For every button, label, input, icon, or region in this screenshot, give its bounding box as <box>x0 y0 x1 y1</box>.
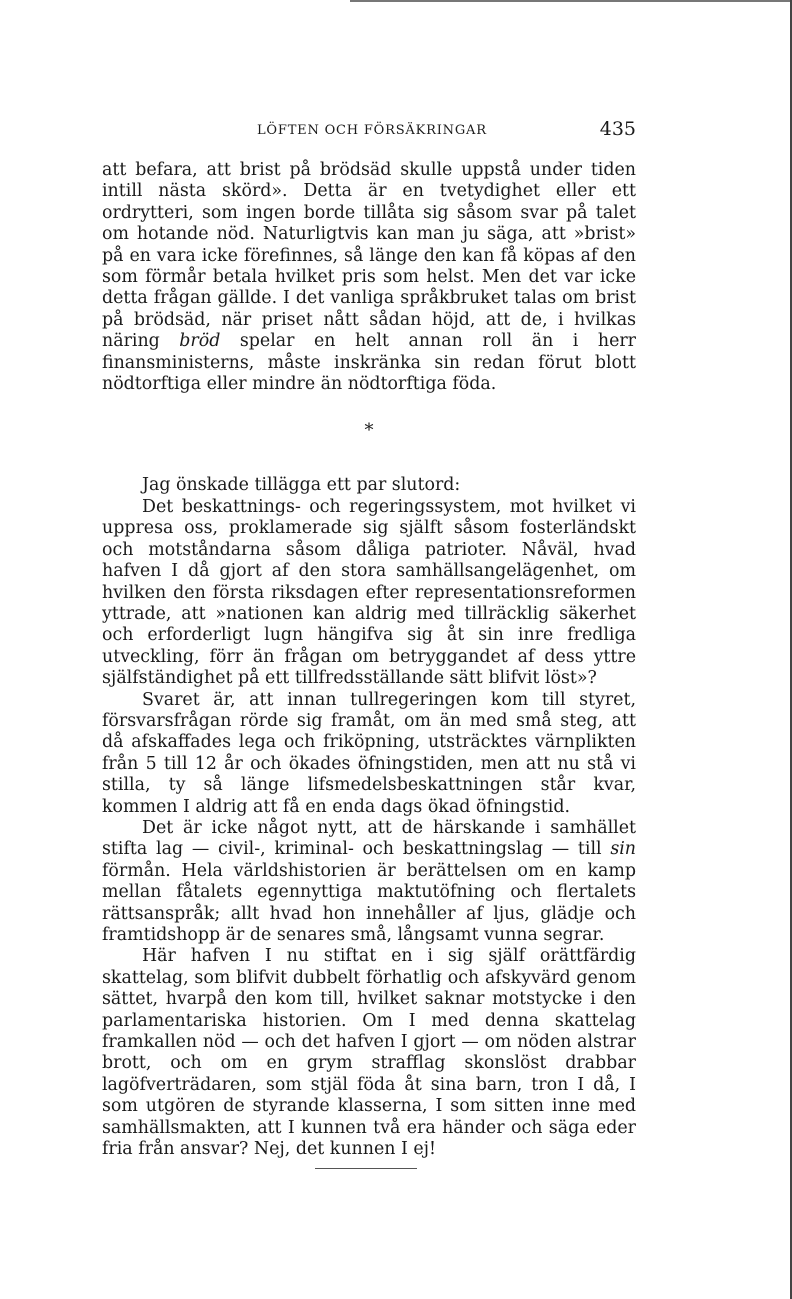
paragraph-history <box>102 818 636 946</box>
emphasis-sin: sin <box>610 839 636 860</box>
paragraph-conclusion: Här hafven I nu stiftat en i sig själf orättfärdig skattelag, som blifvit dubbelt förhatlig och afskyvärd genom sättet, hvarpå den kom till, hvilket saknar motstycke i den parlamentariska historien. Om I med denna skattelag framkallen nöd — och det hafven I gjort — om nöden alstrar brott, och om en grym strafflag skonslöst drabbar lagöfverträdaren, som stjäl föda åt sina barn, tron I då, I som utgören de styrande klasserna, I som sitten inne med samhällsmakten, att I kunnen två era händer och säga eder fria från ansvar? Nej, det kunnen I ej! <box>102 946 636 1160</box>
page-number: 435 <box>599 118 636 140</box>
running-title: LÖFTEN OCH FÖRSÄKRINGAR <box>257 123 487 138</box>
top-edge-rule <box>350 0 792 2</box>
paragraph-answer: Svaret är, att innan tullregeringen kom till styret, försvarsfrågan rörde sig framåt, om än med små steg, att då afskaffades lega och friköpning, utsträcktes värnplikten från 5 till 12 år och ökades öfningstiden, men att nu stå vi stilla, ty så länge lifsmedelsbeskattningen står kvar, kommen I aldrig att få en enda dags ökad öfningstid. <box>102 689 636 817</box>
section-opening: Jag önskade tillägga ett par slutord: <box>142 475 461 496</box>
paragraph-defense: Det beskattnings- och regeringssystem, mot hvilket vi uppresa oss, proklamerade sig själft såsom fosterländskt och motståndarna såsom dåliga patrioter. Nåväl, hvad hafven I då gjort af den stora samhällsangelägenhet, om hvilken den första riksdagen efter representationsreformen yttrade, att »nationen kan aldrig med tillräcklig säkerhet och erforderligt lugn hängifva sig åt sin inre fredliga utveckling, förr än frågan om betryggandet af dess yttre själfständighet på ett tillfredsställande sätt blifvit löst»? <box>102 496 636 689</box>
section-separator: * <box>364 420 374 442</box>
paragraph-text: att befara, att brist på brödsäd skulle uppstå under tiden intill nästa skörd». Detta är en tvetydighet eller ett ordrytteri, som ingen borde tillåta sig såsom svar på talet om hotande nöd. Naturligtvis kan man ju säga, att »brist» på en vara icke förefinnes, så länge den kan få köpas af den som förmår betala hvilket pris som helst. Men det var icke detta frågan gällde. I det vanliga språkbruket talas om brist på brödsäd, när priset nått sådan höjd, att de, i hvilkas näring <box>102 160 636 352</box>
page-header <box>102 118 636 148</box>
page-body <box>102 160 636 1160</box>
continued-paragraph <box>102 160 636 395</box>
paragraph-text: Det är icke något nytt, att de härskande i samhället stifta lag — civil-, kriminal- och beskattningslag — till <box>102 817 636 860</box>
paragraph-text-continued: spelar en helt annan roll än i herr finansministerns, måste inskränka sin redan förut blott nödtorftiga eller mindre än nödtorftiga föda. <box>102 331 636 395</box>
closing-rule <box>315 1168 417 1169</box>
emphasis-bread: bröd <box>179 331 221 352</box>
paragraph-text-continued: förmån. Hela världshistorien är berättelsen om en kamp mellan fåtalets egennyttiga maktutöfning och flertalets rättsanspråk; allt hvad hon innehåller af ljus, glädje och framtidshopp är de senares små, långsamt vunna segrar. <box>102 860 636 945</box>
